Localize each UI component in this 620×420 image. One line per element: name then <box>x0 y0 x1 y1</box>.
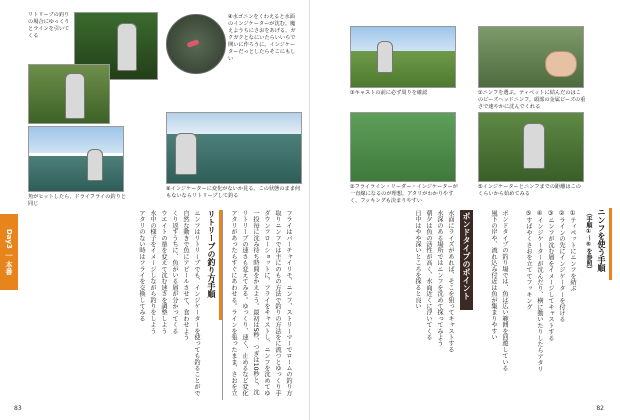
caption-retrieve: リトリーブの釣りの場合にゆっくりとラインを引いてくる <box>28 12 70 39</box>
body-text-col-r6: ポンドタイプの釣り場では、魚は広い範囲を回遊している <box>501 210 508 372</box>
body-text-col-r11: 日中はやや深いところを探ると良い <box>414 210 421 310</box>
body-text-col-12: アタリのない時はフライを交換してみる <box>138 210 145 322</box>
page-number-right: 82 <box>596 405 604 412</box>
caption-cast-check: ③キャストの前に必ず周りを確認 <box>350 90 428 96</box>
body-text-col-1: フライはバーチャイリモ、ニンフ、ストリーマーでロームの釣り方 <box>285 210 292 396</box>
caption-nymph-choice: ①ニンフを選ぶ。ティペットに結んだのはこのビーズヘッドニンフ。頭部の金属ビーズの重さで速やかに沈んでくれる <box>478 90 586 110</box>
photo-retrieve-caption <box>28 12 74 64</box>
caption-nymph-take: ④水ゴニンをくわえると水面のインジケーターが沈む。魔えようちにさおをあげる。ガクガクとなにいたらいいちで開いに作ろうに。インジケーターだっとしたらそこにもしい <box>228 14 296 62</box>
photo-line-straight <box>350 112 456 182</box>
nymph-lure-icon <box>187 39 200 48</box>
body-text-col-r7: 風下の岸や、流れ込み付近は魚が集まりやすい <box>490 210 497 341</box>
section-tab-day3: Day3 ｜ 本番 <box>0 214 18 290</box>
body-text-col-r5: ⑤すばやくさおを立ててフッキング <box>525 210 532 310</box>
photo-indicator-distance <box>478 112 584 182</box>
heading-nymph-steps: ニンフを使う手順 <box>596 208 612 280</box>
caption-indicator: ⑧インジケーターに変化がないか見る。この状態のまま何もないならリトリーブして釣る <box>166 186 301 199</box>
body-text-col-2: 取りニンフでは主にのもの方法で釣りの方法をに流つとゆっくり手 <box>274 210 281 396</box>
body-text-col-11: 水中の様子をイメージしながら釣りをしよう <box>149 210 156 334</box>
body-text-col-4: 一投毎に沈み待ち時間をかえよう。最初は5秒、つぎは10秒と、沈 <box>252 210 259 396</box>
caption-indicator-distance: ⑤インジケーターとニンフまでの距離はこのくらいから始めてみる <box>478 184 581 197</box>
body-text-col-6: アタリがあったらすぐにあわせる。ラインを張ったまま、さおを立 <box>230 210 237 396</box>
photo-nymph-choice <box>478 26 584 88</box>
body-text-col-r9: 水深のある場所ではニンフを沈めて探ってみよう <box>436 210 443 347</box>
right-page <box>310 0 620 420</box>
body-text-col-5: リトリーブの速さも変えてみる。ゆっくり、速く、止めるなど変化 <box>241 210 248 396</box>
body-text-col-r4: ④インジケーターが沈んだり、横に動いたりしたらアタリ <box>536 210 543 372</box>
body-text-col-9: くり返すうちに、魚がいる層が分かってくる <box>171 210 178 334</box>
photo-pond-hookup <box>28 126 124 192</box>
subheading-steps-ref: （手順①〜⑤を参照） <box>585 210 592 272</box>
photo-cast-check <box>350 26 456 88</box>
photo-nymph-closeup <box>166 14 226 74</box>
body-text-col-r8: 水面にライズがあれば、そこを狙ってキャストする <box>447 210 454 353</box>
body-text-col-10: ウエイトの量を変えて沈む速さを調整しよう <box>160 210 167 334</box>
body-text-col-r2: ②ラインの先にインジケーターを付ける <box>558 210 565 323</box>
body-text-col-3: ダウンフローショットに、フライをキャストし、ニンフを沈めてゆ <box>263 210 270 396</box>
photo-angler-reel <box>28 64 110 124</box>
body-text-col-r3: ③ニンフが沈む層をイメージしてキャストする <box>547 210 554 341</box>
heading-pond-points: ポンドタイプのポイント <box>460 210 473 310</box>
body-text-col-7: ニンフはリトリーブでも、インジケーターを使っても釣ることがで <box>193 210 200 396</box>
heading-retrieve-steps: リトリーブの釣り方手順 <box>206 210 222 320</box>
caption-line-straight: ②フライライン・リーダー・インジケーターが一直線になるのが理想。アタリがわかりやすく、フッキングも決まりやすい <box>350 184 458 204</box>
body-text-col-8: 自然な動きで魚にアピールさせて、食わせよう <box>182 210 189 341</box>
body-text-col-r1: ①ティペットにニンフを結ぶ <box>569 210 576 292</box>
photo-indicator-watch <box>166 112 302 184</box>
page-number-left: 83 <box>14 405 22 412</box>
caption-hookup: 魚がヒットしたら、ドライフライの釣りと同じ <box>28 194 126 207</box>
body-text-col-r10: 朝夕は魚の活性が高く、水面近くに浮いてくる <box>425 210 432 341</box>
